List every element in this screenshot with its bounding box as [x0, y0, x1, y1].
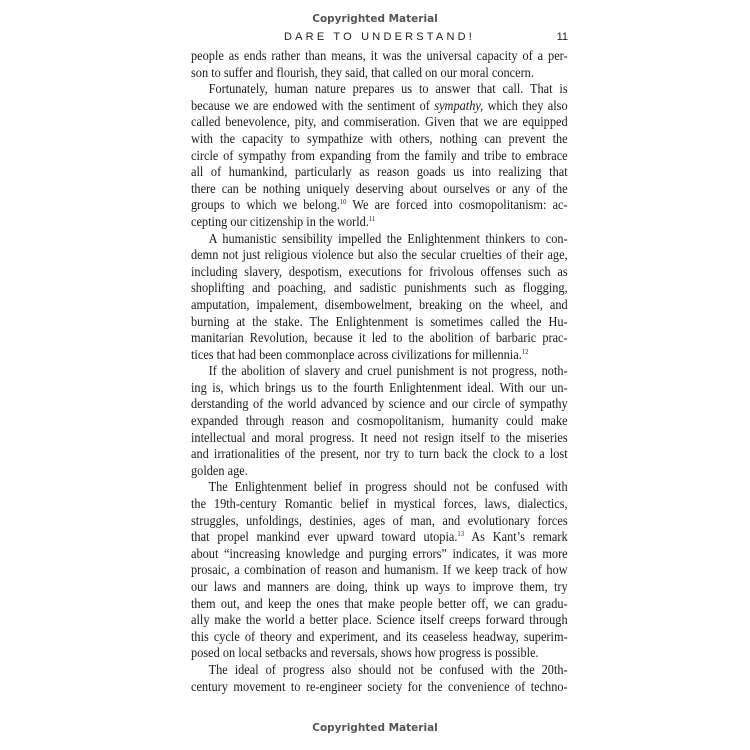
text-segment: ing is, which brings us to the fourth Enlightenment ideal. With our un-	[191, 380, 568, 396]
text-segment: that propel mankind ever upward toward utopia.	[191, 530, 458, 546]
text-segment: amputation, impalement, disembowelment, breaking on the wheel, and	[191, 297, 568, 313]
text-segment: shoplifting and poaching, and sadistic punishments such as flogging,	[191, 281, 568, 297]
paragraph	[191, 364, 568, 480]
text-line	[191, 447, 568, 464]
italic-term: sympathy,	[434, 98, 484, 114]
text-line	[191, 82, 568, 99]
paragraph	[191, 480, 568, 663]
text-line	[191, 397, 568, 414]
text-segment: groups to which we belong.	[191, 198, 340, 214]
text-line	[191, 580, 568, 597]
text-segment: there can be nothing uniquely deserving about ourselves or any of the	[191, 181, 568, 197]
text-line	[191, 232, 568, 249]
text-line	[191, 215, 568, 232]
text-line	[191, 182, 568, 199]
copyright-watermark-top: Copyrighted Material	[312, 13, 438, 25]
text-line	[191, 597, 568, 614]
text-segment: We are forced into cosmopolitanism: ac-	[346, 198, 568, 214]
text-segment: all of humankind, particularly as reason goads us into realizing that	[191, 165, 568, 181]
text-line	[191, 514, 568, 531]
text-segment: people as ends rather than means, it was the universal capacity of a per-	[191, 49, 568, 64]
text-line	[191, 547, 568, 564]
text-line	[191, 464, 568, 481]
text-line	[191, 49, 568, 66]
text-segment: son to suffer and flourish, they said, that called on our moral concern.	[191, 65, 534, 81]
text-line	[191, 431, 568, 448]
footnote-marker: 13	[457, 529, 465, 539]
paragraph	[191, 663, 568, 696]
text-line	[191, 530, 568, 547]
text-segment: called benevolence, pity, and commiseration. Given that we are equipped	[191, 115, 568, 131]
text-line	[191, 480, 568, 497]
text-segment: about “increasing knowledge and purging errors” indicates, it was more	[191, 546, 568, 562]
text-segment: our laws and manners are doing, think up ways to improve them, try	[191, 580, 568, 595]
running-head-title: DARE TO UNDERSTAND!	[284, 31, 475, 43]
text-line	[191, 497, 568, 514]
text-segment: As Kant’s remark	[464, 530, 568, 546]
paragraph	[191, 49, 568, 82]
footnote-marker: 12	[521, 346, 529, 356]
footnote-marker: 10	[339, 197, 347, 207]
text-line	[191, 66, 568, 83]
text-segment: posed on local setbacks and reversals, shows how progress is possible.	[191, 646, 539, 662]
text-line	[191, 381, 568, 398]
text-line	[191, 563, 568, 580]
text-line	[191, 198, 568, 215]
text-line	[191, 99, 568, 116]
text-line	[191, 132, 568, 149]
paragraph	[191, 82, 568, 231]
text-line	[191, 149, 568, 166]
text-line	[191, 348, 568, 365]
copyright-watermark-bottom: Copyrighted Material	[312, 722, 438, 734]
text-segment: tices that had been commonplace across civilizations for millennia.	[191, 347, 522, 363]
text-segment: manitarian Revolution, because it led to the abolition of barbaric prac-	[191, 331, 568, 347]
text-segment: ally make the world a better place. Science itself creeps forward through	[191, 613, 568, 629]
text-segment: with the capacity to sympathize with others, nothing can prevent the	[191, 131, 568, 147]
text-segment: century movement to re-engineer society for the convenience of techno-	[191, 679, 568, 695]
text-segment: burning at the stake. The Enlightenment is sometimes called the Hu-	[191, 314, 568, 330]
text-line	[191, 613, 568, 630]
running-head	[191, 30, 568, 45]
text-segment: the 19th-century Romantic belief in mystical forces, laws, dialectics,	[191, 497, 568, 513]
text-line	[191, 630, 568, 647]
text-line	[191, 281, 568, 298]
text-line	[191, 248, 568, 265]
text-line	[191, 165, 568, 182]
text-line	[191, 646, 568, 663]
text-line	[191, 414, 568, 431]
text-line	[191, 315, 568, 332]
text-segment: A humanistic sensibility impelled the Enlightenment thinkers to con-	[208, 231, 568, 247]
text-line	[191, 680, 568, 697]
paragraph	[191, 232, 568, 365]
body-text	[191, 49, 568, 696]
text-line	[191, 364, 568, 381]
text-segment: The ideal of progress also should not be confused with the 20th-	[208, 662, 568, 678]
text-segment: including slavery, despotism, executions for frivolous offenses such as	[191, 264, 568, 280]
page-number: 11	[556, 31, 568, 43]
text-segment: and irrationalities of the present, nor try to turn back the clock to a lost	[191, 447, 568, 463]
text-segment: cepting our citizenship in the world.	[191, 214, 369, 230]
text-segment: this cycle of theory and experiment, and its ceaseless headway, superim-	[191, 629, 568, 645]
text-line	[191, 265, 568, 282]
text-segment: them out, and keep the ones that make people better off, we can gradu-	[191, 596, 568, 612]
text-line	[191, 298, 568, 315]
text-segment: Fortunately, human nature prepares us to answer that call. That is	[208, 82, 568, 98]
text-line	[191, 331, 568, 348]
text-segment: prosaic, a combination of reason and humanism. If we keep track of how	[191, 563, 568, 579]
text-line	[191, 663, 568, 680]
text-segment: golden age.	[191, 463, 248, 479]
text-segment: circle of sympathy from expanding from the family and tribe to embrace	[191, 148, 568, 164]
text-segment: which they also	[483, 98, 568, 114]
footnote-marker: 11	[368, 213, 376, 223]
text-segment: If the abolition of slavery and cruel punishment is not progress, noth-	[208, 364, 568, 380]
text-segment: derstanding of the world advanced by science and our circle of sympathy	[191, 397, 568, 413]
text-segment: intellectual and moral progress. It need not resign itself to the miseries	[191, 430, 568, 446]
text-segment: demn not just religious violence but also the secular cruelties of their age,	[191, 248, 568, 264]
text-segment: because we are endowed with the sentiment of	[191, 98, 435, 114]
text-segment: expanded through reason and cosmopolitanism, humanity could make	[191, 414, 568, 430]
text-segment: struggles, unfoldings, destinies, ages of man, and evolutionary forces	[191, 513, 568, 529]
text-segment: The Enlightenment belief in progress should not be confused with	[208, 480, 568, 496]
text-line	[191, 115, 568, 132]
